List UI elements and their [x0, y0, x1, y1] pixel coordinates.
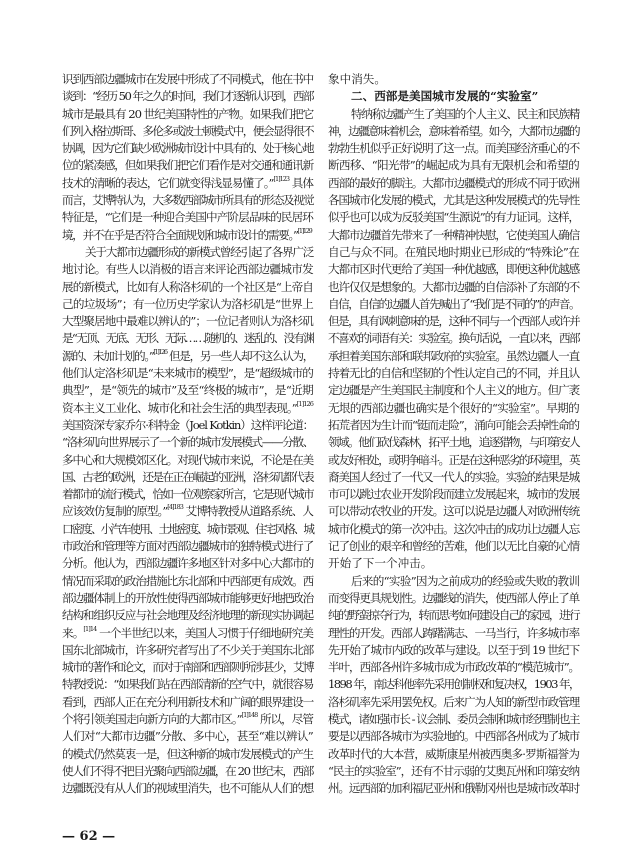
paragraph	[62, 71, 313, 244]
text-segment: 一个半世纪以来，美国人习惯于仔细地研究美	[96, 625, 314, 640]
text-segment: 是“无顶、无底、无形、无际……随机的、迷乱的、没有渊	[62, 331, 313, 346]
text-segment: 不喜欢的词语有关：实验室。换句话说，一直以来，西部	[328, 331, 579, 346]
text-segment: 大都市边疆首先带来了一种精神快慰，它使美国人确信	[328, 227, 579, 242]
text-line	[328, 521, 579, 538]
text-line	[328, 192, 579, 209]
text-line	[62, 486, 313, 503]
text-segment: 他们认定洛杉矶是“未来城市的模型”，是“超级城市的	[62, 366, 313, 381]
paragraph	[328, 71, 579, 88]
text-segment: 关于大都市边疆形成的新模式曾经引起了各界广泛	[85, 244, 313, 259]
text-line	[328, 279, 579, 296]
text-line	[62, 296, 313, 313]
text-segment: 位的紧凑感，但如果我们把它们看作是对交通和通讯新	[62, 158, 313, 173]
text-segment: “洛杉矶向世界展示了一个新的城市发展模式——分散、	[62, 435, 313, 450]
text-segment: 所以，尽管	[257, 711, 313, 726]
text-segment: 特征是，“它们是一种迎合美国中产阶层品味的民居环	[62, 210, 313, 225]
text-line	[62, 209, 313, 226]
text-line	[328, 555, 579, 572]
text-line	[328, 434, 579, 451]
text-line	[328, 123, 579, 140]
text-line	[328, 625, 579, 642]
text-line	[62, 607, 313, 624]
text-line	[328, 417, 579, 434]
text-line	[62, 313, 313, 330]
text-line	[62, 261, 313, 278]
text-line	[62, 140, 313, 157]
text-line	[328, 659, 579, 676]
text-segment: 分析。他认为，西部边疆许多地区针对多中心大都市的	[62, 556, 313, 571]
text-segment: 先开始了城市内政的改革与建设。以至于到 19 世纪下	[328, 642, 580, 657]
text-segment: 自己与众不同。在殖民地时期业已形成的“特殊论”在	[328, 244, 579, 259]
text-segment: 各国城市化发展的模式，尤其是这种发展模式的先导性	[328, 193, 579, 208]
right-column	[328, 71, 579, 797]
text-line	[328, 469, 579, 486]
text-line	[328, 763, 579, 780]
text-segment: 典型”，是“领先的城市”及至“终极的城市”，是“近期	[62, 383, 313, 398]
text-segment: 边疆既没有从人们的视域里消失，也不可能从人们的想	[62, 781, 313, 796]
text-line	[62, 123, 313, 140]
text-line	[328, 590, 579, 607]
text-line	[328, 538, 579, 555]
text-line	[62, 780, 313, 797]
text-segment: 也许仅仅是想象的。大都市边疆的自信添补了东部的不	[328, 279, 579, 294]
text-segment: 谈到：“经历 50 年之久的时间，我们才逐渐认识到，西部	[62, 89, 313, 104]
text-line	[62, 469, 313, 486]
text-line	[62, 279, 313, 296]
text-line	[328, 244, 579, 261]
text-line	[328, 746, 579, 763]
text-line	[328, 175, 579, 192]
text-segment: 或友好相处，或明争暗斗。正是在这种恶劣的环境里，英	[328, 452, 579, 467]
text-segment: 但是，具有讽刺意味的是，这种不同与一个西部人或许并	[328, 314, 579, 329]
text-line	[62, 452, 313, 469]
text-segment: 大型聚居地中最难以辨认的”；一位记者则认为洛杉矶	[62, 314, 313, 329]
text-segment: 模式，诸如强市长 - 议会制、委员会制和城市经理制也主	[328, 711, 579, 726]
text-segment: 识到西部边疆城市在发展中形成了不同模式，他在书中	[62, 72, 313, 86]
text-segment: 纯的野蛮掠夺行为，转而思考如何建设自己的家园，进行	[328, 608, 579, 623]
text-segment: 洛杉矶率先采用罢免权。后来广为人知的新型市政管理	[328, 694, 579, 709]
text-segment: 资本主义工业化、城市化和社会生活的典型表现。”	[62, 400, 297, 415]
citation-reference: [1]126	[296, 399, 313, 408]
text-segment: 国、古老的欧洲，还是在正在崛起的亚洲，洛杉矶都代表	[62, 469, 313, 484]
text-line	[328, 503, 579, 520]
text-segment: 后来的“实验”因为之前成功的经验或失败的教训	[351, 573, 580, 588]
text-segment: 自信，自信的边疆人首先喊出了“我们是不同的”的声音。	[328, 296, 580, 311]
text-line	[328, 365, 579, 382]
text-line	[62, 538, 313, 555]
paragraph	[328, 106, 579, 573]
text-segment: 应该效仿复制的原型。”	[62, 504, 168, 519]
text-line	[62, 590, 313, 607]
text-segment: 似乎也可以成为反驳美国“生源说”的有力证词。这样，	[328, 210, 580, 225]
text-segment: 看到，西部人正在充分利用新技术和广阔的眼界建设一	[62, 694, 313, 709]
text-segment: 着都市的流行模式，恰如一位观察家所言，它是现代城市	[62, 487, 313, 502]
text-segment: 技术的清晰的表达，它们就变得浅显易懂了。”	[62, 175, 274, 190]
text-segment: 境，并不在乎是否符合全面规划和城市设计的需要。”	[62, 227, 298, 242]
text-line	[62, 365, 313, 382]
text-line	[328, 261, 579, 278]
text-line	[328, 106, 579, 123]
text-segment: 领域。他们砍伐森林，拓平土地，追逐猎物，与印第安人	[328, 435, 579, 450]
text-line	[328, 227, 579, 244]
text-segment: 多中心和大规模郊区化。对现代城市来说，不论是在美	[62, 452, 313, 467]
text-line	[328, 780, 579, 797]
text-line	[328, 400, 579, 417]
text-line	[328, 348, 579, 365]
text-line	[62, 244, 313, 261]
paragraph	[62, 244, 313, 798]
left-column	[62, 71, 313, 797]
text-segment: 部边疆体制上的开放性使得西部城市能够更好地把政治	[62, 590, 313, 605]
text-segment: 二、西部是美国城市发展的“实验室”	[351, 89, 539, 104]
citation-reference: [1]148	[241, 710, 258, 719]
text-line	[62, 711, 313, 728]
text-segment: 己的垃圾场”；有一位历史学家认为洛杉矶是“世界上	[62, 296, 313, 311]
text-segment: 人们对“大都市边疆”分散、多中心，甚至“难以辨认”	[62, 729, 313, 744]
text-line	[328, 676, 579, 693]
heading-text	[328, 88, 579, 105]
text-segment: 市政治和管理等方面对西部边疆城市的独特模式进行了	[62, 539, 313, 554]
text-segment: 具体	[289, 175, 313, 190]
text-line	[328, 209, 579, 226]
text-segment: 勃勃生机似乎正好说明了这一点。而美国经济重心的不	[328, 141, 579, 156]
text-segment: 定边疆是产生美国民主制度和个人主义的地方。但广袤	[328, 383, 579, 398]
text-line	[62, 157, 313, 174]
text-line	[328, 573, 579, 590]
text-segment: 艾博特教授从道路系统、人	[182, 504, 313, 519]
text-segment: 情况而采取的政治措施比东北部和中西部更有成效。西	[62, 573, 313, 588]
text-line	[328, 382, 579, 399]
text-segment: 1898 年，南达科他率先采用创制权和复决权，1903 年，	[328, 677, 579, 692]
text-segment: 州。远西部的加利福尼亚州和俄勒冈州也是城市改革时	[328, 781, 579, 796]
text-segment: 口密度、小汽车使用、土地密度、城市景观、住宅风格、城	[62, 521, 313, 536]
text-segment: 持着无比的自信和坚韧的个性认定自己的不同，并且认	[328, 366, 579, 381]
text-line	[62, 227, 313, 244]
text-segment: 半叶，西部各州许多城市成为市政改革的“模范城市”。	[328, 660, 580, 675]
text-segment: 城市的著作和论文，而对于南部和西部则所涉甚少，艾博	[62, 660, 313, 675]
text-line	[62, 676, 313, 693]
text-line	[62, 192, 313, 209]
text-segment: 们列入格拉斯哥、多伦多或波士顿模式中，便会显得很不	[62, 123, 313, 138]
citation-reference: [1]126	[153, 347, 167, 356]
text-segment: 西部的最好的脚注。大都市边疆模式的形成不同于欧洲	[328, 175, 579, 190]
text-segment: 象中消失。	[328, 72, 386, 86]
text-line	[62, 434, 313, 451]
text-line	[62, 175, 313, 192]
text-line	[328, 486, 579, 503]
text-line	[328, 313, 579, 330]
page-number: — 62 —	[62, 829, 116, 844]
text-line	[62, 521, 313, 538]
text-segment: 理性的开发。西部人踌躇满志、一马当行，许多城市率	[328, 625, 579, 640]
text-line	[62, 400, 313, 417]
text-segment: 地讨论。有些人以消极的语言来评论西部边疆城市发	[62, 262, 313, 277]
citation-reference: [1]129	[297, 226, 312, 235]
text-line	[62, 71, 313, 88]
text-line	[328, 296, 579, 313]
text-segment: 特教授说：“如果我们站在西部清新的空气中，就很容易	[62, 677, 313, 692]
text-segment: “民主的实验室”，还有不甘示弱的艾奥瓦州和印第安纳	[328, 763, 580, 778]
text-segment: 协调，因为它们缺少欧洲城市设计中具有的、处于核心地	[62, 141, 313, 156]
text-line	[62, 746, 313, 763]
text-line	[62, 573, 313, 590]
text-segment: 无垠的西部边疆也确实是个很好的“实验室”。早期的	[328, 400, 579, 415]
text-segment: 可以带动农牧业的开发。这可以说是边疆人对欧洲传统	[328, 504, 579, 519]
text-line	[62, 330, 313, 347]
text-segment: 个将引领美国走向新方向的大都市区。”	[62, 711, 242, 726]
text-line	[328, 694, 579, 711]
text-line	[328, 140, 579, 157]
text-line	[62, 88, 313, 105]
text-line	[328, 711, 579, 728]
section-heading	[328, 88, 579, 105]
text-segment: 记了创业的艰辛和曾经的苦难，他们以无比自豪的心情	[328, 539, 579, 554]
text-segment: 断西移、“阳光带”的崛起成为具有无限机会和希望的	[328, 158, 579, 173]
text-line	[328, 157, 579, 174]
text-segment: 神，边疆意味着机会，意味着希望。如今，大都市边疆的	[328, 123, 579, 138]
text-line	[328, 71, 579, 88]
citation-reference: [4]183	[167, 503, 183, 512]
text-line	[62, 694, 313, 711]
text-line	[62, 106, 313, 123]
text-segment: 特纳称边疆产生了美国的个人主义、民主和民族精	[351, 106, 579, 121]
text-line	[62, 763, 313, 780]
text-line	[62, 555, 313, 572]
text-line	[62, 642, 313, 659]
text-line	[328, 330, 579, 347]
text-segment: 结构和组织反应与社会地理及经济地理的新现实协调起	[62, 608, 313, 623]
text-segment: 而言，艾博特认为，大多数西部城市所具有的形态及视觉	[62, 193, 313, 208]
text-segment: 而变得更具规划性。边疆线的消失，使西部人停止了单	[328, 590, 579, 605]
text-segment: 的模式仍然莫衷一是，但这种新的城市发展模式的产生	[62, 746, 313, 761]
text-segment: 源的、未加计划的。”	[62, 348, 154, 363]
text-line	[62, 348, 313, 365]
text-segment: 要是以西部各城市为实验地的。中西部各州成为了城市	[328, 729, 579, 744]
text-segment: 承担着美国东部和联邦政府的实验室。虽然边疆人一直	[328, 348, 579, 363]
text-line	[328, 728, 579, 745]
text-line	[62, 503, 313, 520]
text-segment: 裔美国人经过了一代又一代人的实验。实验的结果是城	[328, 469, 579, 484]
text-line	[62, 417, 313, 434]
text-segment: 改革时代的大本营，威斯康星州被西奥多·罗斯福誉为	[328, 746, 580, 761]
text-segment: 大都市区时代更给了美国一种优越感，即便这种优越感	[328, 262, 579, 277]
text-line	[328, 607, 579, 624]
text-segment: 美国资深专家乔尔·科特金（Joel Kotkin）这样评论道：	[62, 417, 313, 432]
text-segment: 市可以跳过农业开发阶段而建立发展起来，城市的发展	[328, 487, 579, 502]
text-segment: 但是，另一些人却不这么认为，	[166, 348, 313, 363]
paragraph	[328, 573, 579, 798]
text-segment: 城市是最具有 20 世纪美国特性的产物。如果我们把它	[62, 106, 314, 121]
text-segment: 国东北部城市，许多研究者写出了不少关于美国东北部	[62, 642, 313, 657]
text-segment: 开始了下一个冲击。	[328, 556, 433, 571]
text-segment: 展的新模式，比如有人称洛杉矶的一个社区是“上帝自	[62, 279, 313, 294]
text-segment: 来。	[62, 625, 84, 640]
text-line	[62, 382, 313, 399]
text-segment: 使人们不得不把目光聚向西部边疆，在 20 世纪末，西部	[62, 763, 313, 778]
text-line	[62, 659, 313, 676]
citation-reference: [1]123	[273, 174, 290, 183]
text-line	[328, 642, 579, 659]
text-segment: 城市化模式的第一次冲击。这次冲击的成功让边疆人忘	[328, 521, 579, 536]
text-line	[62, 625, 313, 642]
text-segment: 拓荒者因为生计而“铤而走险”，涌向可能会丢掉性命的	[328, 417, 580, 432]
citation-reference: [1]14	[83, 624, 97, 633]
text-line	[62, 728, 313, 745]
text-line	[328, 452, 579, 469]
